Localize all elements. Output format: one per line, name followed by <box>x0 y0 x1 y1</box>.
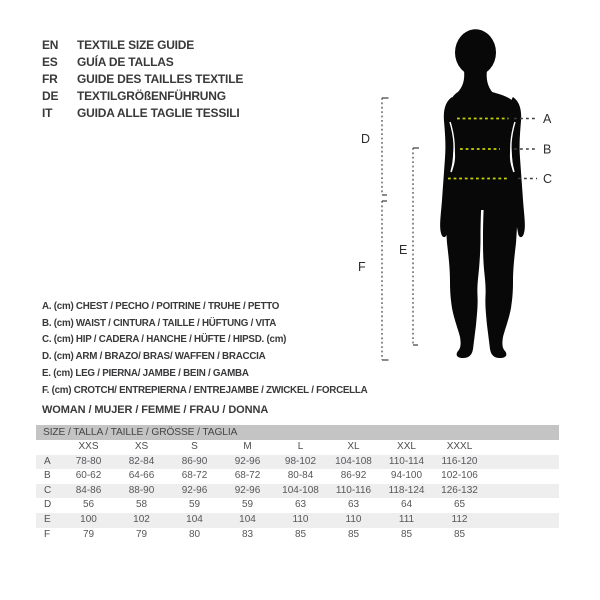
filler-cell <box>486 440 559 455</box>
size-value-cell: 104 <box>168 513 221 528</box>
table-row <box>36 528 559 543</box>
size-value-cell: 68-72 <box>221 469 274 484</box>
marker-d-label: D <box>361 132 371 146</box>
language-row <box>42 54 243 71</box>
language-label: TEXTILE SIZE GUIDE <box>77 38 195 52</box>
row-label: F <box>36 528 62 543</box>
size-value-cell: 59 <box>221 498 274 513</box>
language-list <box>42 37 243 122</box>
size-value-cell: 92-96 <box>221 484 274 499</box>
legend-line: D. (cm) ARM / BRAZO/ BRAS/ WAFFEN / BRACCIA <box>42 351 266 363</box>
size-value-cell: 80-84 <box>274 469 327 484</box>
size-column-header: XXL <box>380 440 433 455</box>
size-value-cell: 63 <box>274 498 327 513</box>
size-value-cell: 68-72 <box>168 469 221 484</box>
language-label: GUÍA DE TALLAS <box>77 54 174 69</box>
table-row <box>36 469 559 484</box>
size-value-cell: 85 <box>327 528 380 543</box>
size-value-cell: 116-120 <box>433 455 486 470</box>
size-value-cell: 92-96 <box>221 455 274 470</box>
size-column-header: XL <box>327 440 380 455</box>
size-table <box>36 425 559 542</box>
legend-line: B. (cm) WAIST / CINTURA / TAILLE / HÜFTUNG / VITA <box>42 317 277 329</box>
marker-c-label: C <box>543 172 553 186</box>
size-value-cell: 64 <box>380 498 433 513</box>
language-row <box>42 71 243 88</box>
size-columns-row <box>36 440 559 455</box>
size-value-cell: 111 <box>380 513 433 528</box>
row-label: A <box>36 455 62 470</box>
row-label: D <box>36 498 62 513</box>
size-value-cell: 112 <box>433 513 486 528</box>
filler-cell <box>486 484 559 499</box>
legend-line: E. (cm) LEG / PIERNA/ JAMBE / BEIN / GAMBA <box>42 367 249 379</box>
language-row <box>42 88 243 105</box>
measurement-legend <box>42 299 367 399</box>
filler-cell <box>486 498 559 513</box>
legend-line: A. (cm) CHEST / PECHO / POITRINE / TRUHE / PETTO <box>42 301 280 312</box>
row-label-cell <box>36 440 62 455</box>
language-code: EN <box>42 38 59 52</box>
size-column-header: S <box>168 440 221 455</box>
size-column-header: XXS <box>62 440 115 455</box>
language-label: GUIDE DES TAILLES TEXTILE <box>77 71 244 86</box>
filler-cell <box>486 455 559 470</box>
size-value-cell: 64-66 <box>115 469 168 484</box>
size-value-cell: 104-108 <box>327 455 380 470</box>
size-value-cell: 104-108 <box>274 484 327 499</box>
size-value-cell: 79 <box>115 528 168 543</box>
size-value-cell: 78-80 <box>62 455 115 470</box>
size-value-cell: 104 <box>221 513 274 528</box>
row-label: B <box>36 469 62 484</box>
table-row <box>36 455 559 470</box>
size-value-cell: 56 <box>62 498 115 513</box>
language-label: TEXTILGRÖßENFÜHRUNG <box>77 88 226 103</box>
size-value-cell: 85 <box>433 528 486 543</box>
size-value-cell: 126-132 <box>433 484 486 499</box>
filler-cell <box>486 469 559 484</box>
row-label: C <box>36 484 62 499</box>
marker-f-label: F <box>358 260 366 274</box>
language-code: IT <box>42 105 53 120</box>
size-value-cell: 85 <box>274 528 327 543</box>
size-value-cell: 80 <box>168 528 221 543</box>
size-column-header: M <box>221 440 274 455</box>
size-value-cell: 102-106 <box>433 469 486 484</box>
language-code: DE <box>42 88 59 103</box>
woman-silhouette <box>440 29 525 358</box>
size-value-cell: 58 <box>115 498 168 513</box>
size-table-header-row <box>36 425 559 440</box>
size-value-cell: 84-86 <box>62 484 115 499</box>
size-value-cell: 98-102 <box>274 455 327 470</box>
table-row <box>36 484 559 499</box>
marker-b-label: B <box>543 142 552 157</box>
size-table-title: SIZE / TALLA / TAILLE / GRÖSSE / TAGLIA <box>36 425 559 440</box>
row-label: E <box>36 513 62 528</box>
size-value-cell: 110 <box>327 513 380 528</box>
size-value-cell: 83 <box>221 528 274 543</box>
language-label: GUIDA ALLE TAGLIE TESSILI <box>77 105 240 120</box>
size-column-header: XXXL <box>433 440 486 455</box>
size-value-cell: 86-92 <box>327 469 380 484</box>
filler-cell <box>486 528 559 543</box>
size-column-header: L <box>274 440 327 455</box>
size-value-cell: 59 <box>168 498 221 513</box>
table-row <box>36 513 559 528</box>
size-value-cell: 85 <box>380 528 433 543</box>
size-value-cell: 92-96 <box>168 484 221 499</box>
language-row <box>42 37 243 54</box>
language-row <box>42 105 243 122</box>
size-column-header: XS <box>115 440 168 455</box>
legend-line: F. (cm) CROTCH/ ENTREPIERNA / ENTREJAMBE / ZWICKEL / FORCELLA <box>42 384 368 396</box>
table-row <box>36 498 559 513</box>
filler-cell <box>486 513 559 528</box>
vertical-measure-lines <box>382 98 419 360</box>
marker-a-label: A <box>543 112 552 126</box>
size-value-cell: 88-90 <box>115 484 168 499</box>
language-code: ES <box>42 54 58 69</box>
marker-e-label: E <box>399 243 408 257</box>
size-value-cell: 102 <box>115 513 168 528</box>
size-value-cell: 82-84 <box>115 455 168 470</box>
size-value-cell: 63 <box>327 498 380 513</box>
size-table-body <box>36 440 559 542</box>
size-value-cell: 60-62 <box>62 469 115 484</box>
size-value-cell: 110 <box>274 513 327 528</box>
legend-line: C. (cm) HIP / CADERA / HANCHE / HÜFTE / HIPSD. (cm) <box>42 334 287 346</box>
woman-section-heading: WOMAN / MUJER / FEMME / FRAU / DONNA <box>42 404 269 416</box>
size-value-cell: 118-124 <box>380 484 433 499</box>
size-value-cell: 100 <box>62 513 115 528</box>
woman-measurement-figure <box>350 16 565 372</box>
size-value-cell: 110-116 <box>327 484 380 499</box>
size-value-cell: 94-100 <box>380 469 433 484</box>
size-value-cell: 110-114 <box>380 455 433 470</box>
size-value-cell: 86-90 <box>168 455 221 470</box>
language-code: FR <box>42 71 58 86</box>
size-value-cell: 79 <box>62 528 115 543</box>
size-value-cell: 65 <box>433 498 486 513</box>
